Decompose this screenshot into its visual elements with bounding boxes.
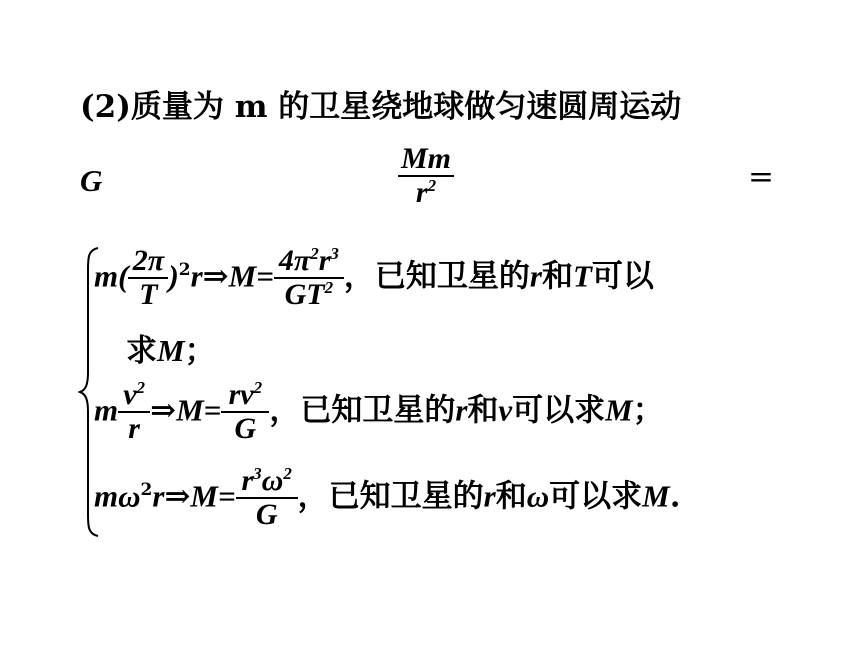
case1-equation: m( $\frac{2\pi}{T}$ )$^2$r⇒M= $\frac{4\pi^2r^3}{GT^2}$ ，已知卫星的r和T可以 xyxy=(94,244,654,311)
heading xyxy=(80,90,681,124)
gravity-fraction-numerator: Mm xyxy=(400,142,451,175)
equals-sign: = xyxy=(748,159,774,195)
case3-equation: $m\omega^2r\Rightarrow M=$ $\frac{r^3\omega^2}{G}$ ，已知卫星的r和ω可以求M. xyxy=(94,464,681,531)
gravity-fraction-denominator: $r^2$ xyxy=(415,176,437,209)
case1-fraction-mass: $\frac{4\pi^2r^3}{GT^2}$ xyxy=(274,246,344,310)
heading-text: (2)质量为 m 的卫星绕地球做匀速圆周运动 xyxy=(80,89,682,125)
case2-equation: m $\frac{v^2}{r}$ ⇒M= $\frac{rv^2}{G}$ ，已知卫星的r和v可以求M； xyxy=(94,378,664,445)
case2-fraction-mass: $\frac{rv^2}{G}$ xyxy=(221,380,269,444)
case1-fraction-2pi-over-t: $\frac{2\pi}{T}$ xyxy=(128,246,168,310)
case1-continuation: 求M； xyxy=(126,333,216,369)
case2-fraction-v2-over-r: $\frac{v^2}{r}$ xyxy=(118,380,150,444)
case3-fraction-mass: $\frac{r^3\omega^2}{G}$ xyxy=(236,466,298,530)
gravity-constant-g: G xyxy=(80,163,103,198)
gravity-fraction xyxy=(398,144,454,208)
